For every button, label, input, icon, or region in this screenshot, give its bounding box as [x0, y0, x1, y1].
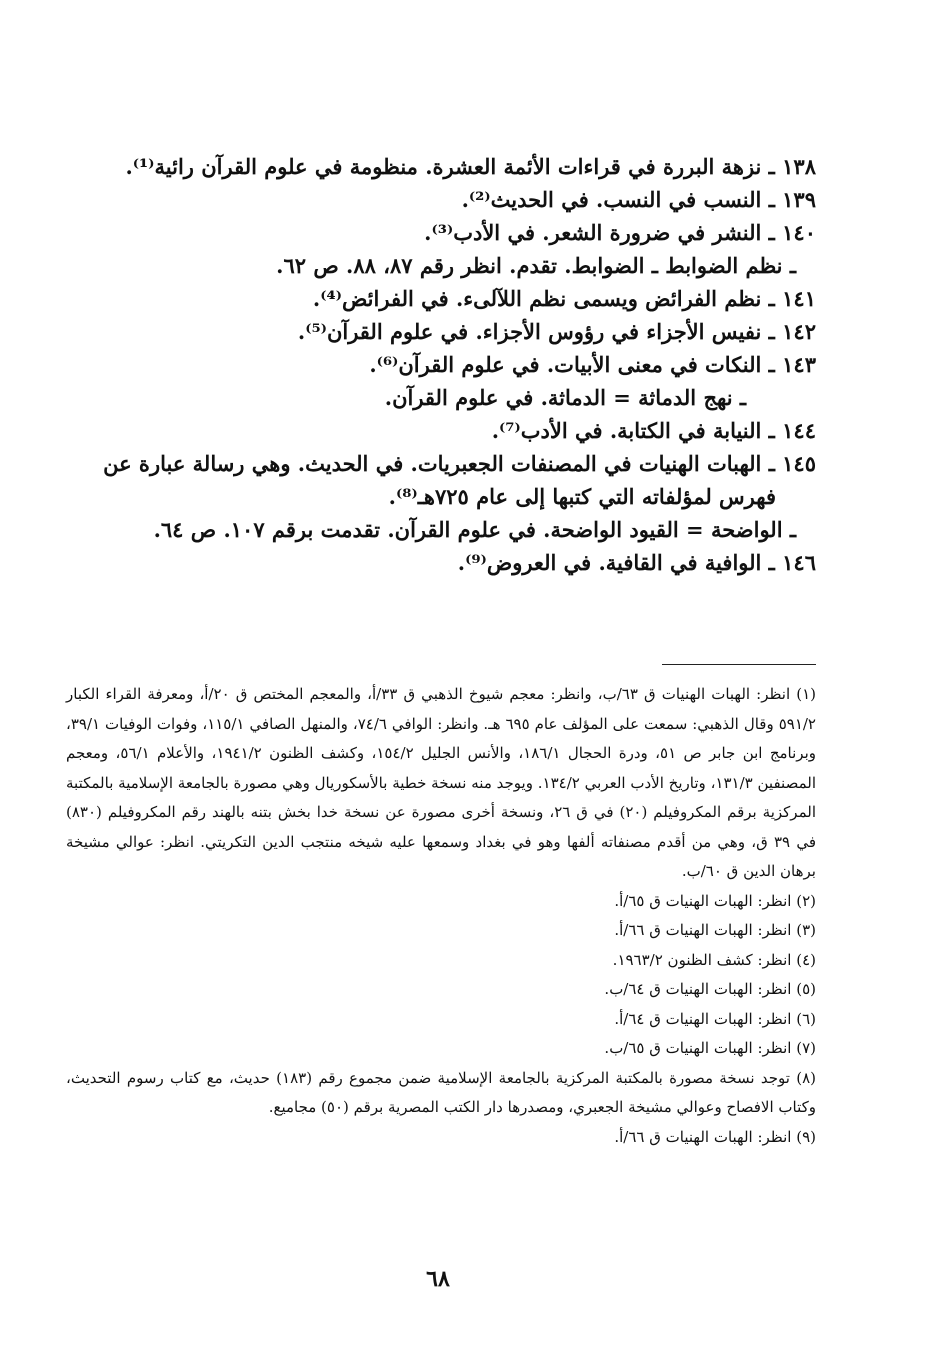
entry-140-note: ـ نظم الضوابط ـ الضوابط. تقدم. انظر رقم ٨٧، ٨٨. ص ٦٢. — [276, 253, 796, 278]
entry-146: ١٤٦ ـ الوافية في القافية. في العروض⁽⁹⁾. — [457, 550, 816, 575]
entry-list — [66, 150, 816, 579]
entry-139: ١٣٩ ـ النسب في النسب. في الحديث⁽²⁾. — [461, 187, 816, 212]
entry-138: ١٣٨ ـ نزهة البررة في قراءات الأئمة العشرة. منظومة في علوم القرآن رائية⁽¹⁾. — [125, 154, 816, 179]
entry-145-note: ـ الواضحة = القيود الواضحة. في علوم القرآن. تقدمت برقم ١٠٧. ص ٦٤. — [153, 517, 796, 542]
entry-141: ١٤١ ـ نظم الفرائض ويسمى نظم اللآلىء. في الفرائض⁽⁴⁾. — [312, 286, 816, 311]
entry-145-continuation: فهرس لمؤلفاته التي كتبها إلى عام ٧٢٥هـ⁽⁸⁾. — [388, 484, 776, 509]
entry-145: ١٤٥ ـ الهبات الهنيات في المصنفات الجعبريات. في الحديث. وهي رسالة عبارة عن — [103, 451, 816, 476]
entry-143-note: ـ نهج الدماثة = الدماثة. في علوم القرآن. — [384, 385, 746, 410]
entry-140: ١٤٠ ـ النشر في ضرورة الشعر. في الأدب⁽³⁾. — [424, 220, 816, 245]
footnotes — [66, 680, 816, 1152]
footnote-1: (١) انظر: الهبات الهنيات ق ٦٣/ب، وانظر: معجم شيوخ الذهبي ق ٣٣/أ، والمعجم المختص ق ٢٠/أ، ومعرفة القراء الكبار ٥٩١/٢ وقال الذهبي: سمعت على المؤلف عام ٦٩٥ هـ. وانظر: الوافي ٧٤/٦، والمنهل الصافي ١١٥/١، وفوات الوفيات ٣٩/١، وبرنامج ابن جابر ص ٥١، ودرة الحجال ١٨٦/١، والأنس الجليل ١٥٤/٢، وكشف الظنون ١٩٤١/٢، والأعلام ٥٦/١، ومعجم المصنفين ١٣١/٣، وتاريخ الأدب العربي ١٣٤/٢. ويوجد منه نسخة خطية بالأسكوريال وهي مصورة بالجامعة الإسلامية بالمكتبة المركزية برقم المكروفيلم (٢٠) في ق ٢٦، ونسخة أخرى مصورة عن نسخة خدا بخش بتنه بالهند رقم المكروفيلم (٨٣٠) في ٣٩ ق، وهي من أقدم مصنفاته ألفها وهو في بغداد وسمعها عليه شيخه منتجب الدين التكريتي. انظر: عوالي مشيخة برهان الدين ق ٦٠/ب. — [66, 685, 817, 880]
footnote-3: (٣) انظر: الهبات الهنيات ق ٦٦/أ. — [614, 921, 816, 939]
entry-144: ١٤٤ ـ النيابة في الكتابة. في الأدب⁽⁷⁾. — [491, 418, 816, 443]
footnote-7: (٧) انظر: الهبات الهنيات ق ٦٥/ب. — [604, 1039, 816, 1057]
entry-143: ١٤٣ ـ النكات في معنى الأبيات. في علوم القرآن⁽⁶⁾. — [369, 352, 816, 377]
footnote-4: (٤) انظر: كشف الظنون ١٩٦٣/٢. — [612, 950, 816, 969]
footnote-divider — [662, 664, 816, 665]
footnote-8: (٨) توجد نسخة مصورة بالمكتبة المركزية بالجامعة الإسلامية ضمن مجموع رقم (١٨٣) حديث، مع كتاب رسوم التحديث، وكتاب الافصاح وعوالي مشيخة الجعبري، ومصدرها دار الكتب المصرية برقم (٥٠) مجاميع. — [66, 1068, 817, 1116]
footnote-9: (٩) انظر: الهبات الهنيات ق ٦٦/أ. — [614, 1127, 816, 1146]
footnote-6: (٦) انظر: الهبات الهنيات ق ٦٤/أ. — [614, 1009, 816, 1028]
page-number: ٦٨ — [426, 1266, 450, 1292]
entry-142: ١٤٢ ـ نفيس الأجزاء في رؤوس الأجزاء. في علوم القرآن⁽⁵⁾. — [297, 319, 816, 344]
footnote-2: (٢) انظر: الهبات الهنيات ق ٦٥/أ. — [614, 891, 816, 910]
footnote-5: (٥) انظر: الهبات الهنيات ق ٦٤/ب. — [604, 980, 816, 998]
